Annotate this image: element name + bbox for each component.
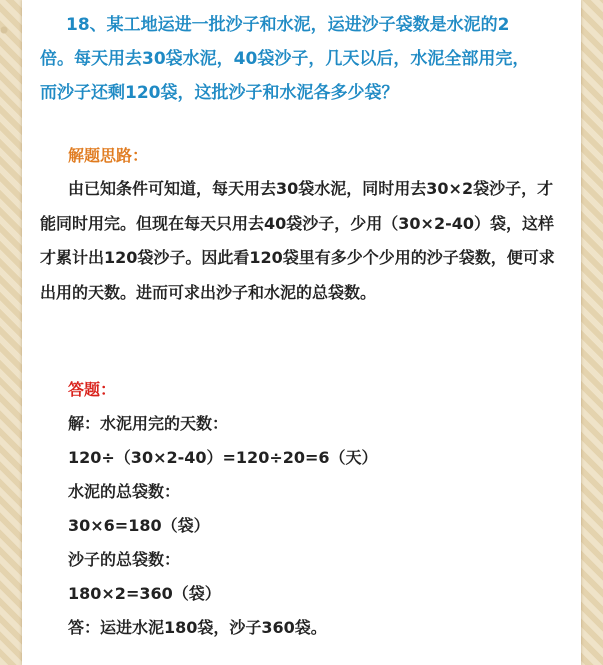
- answer-heading: 答题：: [68, 380, 117, 399]
- answer-line: 120÷（30×2-40）=120÷20=6（天）: [68, 448, 378, 467]
- content-page: [22, 0, 581, 665]
- question-line-1: 18、某工地运进一批沙子和水泥，运进沙子袋数是水泥的2: [66, 15, 510, 35]
- analysis-heading: 解题思路：: [68, 146, 149, 165]
- answer-line: 180×2=360（袋）: [68, 584, 221, 603]
- answer-line: 30×6=180（袋）: [68, 516, 210, 535]
- answer-line: 答：运进水泥180袋，沙子360袋。: [68, 618, 327, 637]
- question-text: [40, 8, 570, 110]
- analysis-paragraph: 由已知条件可知道，每天用去30袋水泥，同时用去30×2袋沙子，才能同时用完。但现在每天只用去40袋沙子，少用（30×2-40）袋，这样才累计出120袋沙子。因此看120袋里有多少个少用的沙子袋数，便可求出用的天数。进而可求出沙子和水泥的总袋数。: [40, 179, 555, 302]
- question-line-3: 而沙子还剩120袋，这批沙子和水泥各多少袋？: [40, 83, 399, 103]
- answer-line: 沙子的总袋数：: [68, 550, 181, 569]
- answer-line: 解：水泥用完的天数：: [68, 414, 229, 433]
- question-line-2: 倍。每天用去30袋水泥，40袋沙子，几天以后，水泥全部用完，: [40, 49, 530, 69]
- answer-line: 水泥的总袋数：: [68, 482, 181, 501]
- answer-lines: [68, 407, 568, 645]
